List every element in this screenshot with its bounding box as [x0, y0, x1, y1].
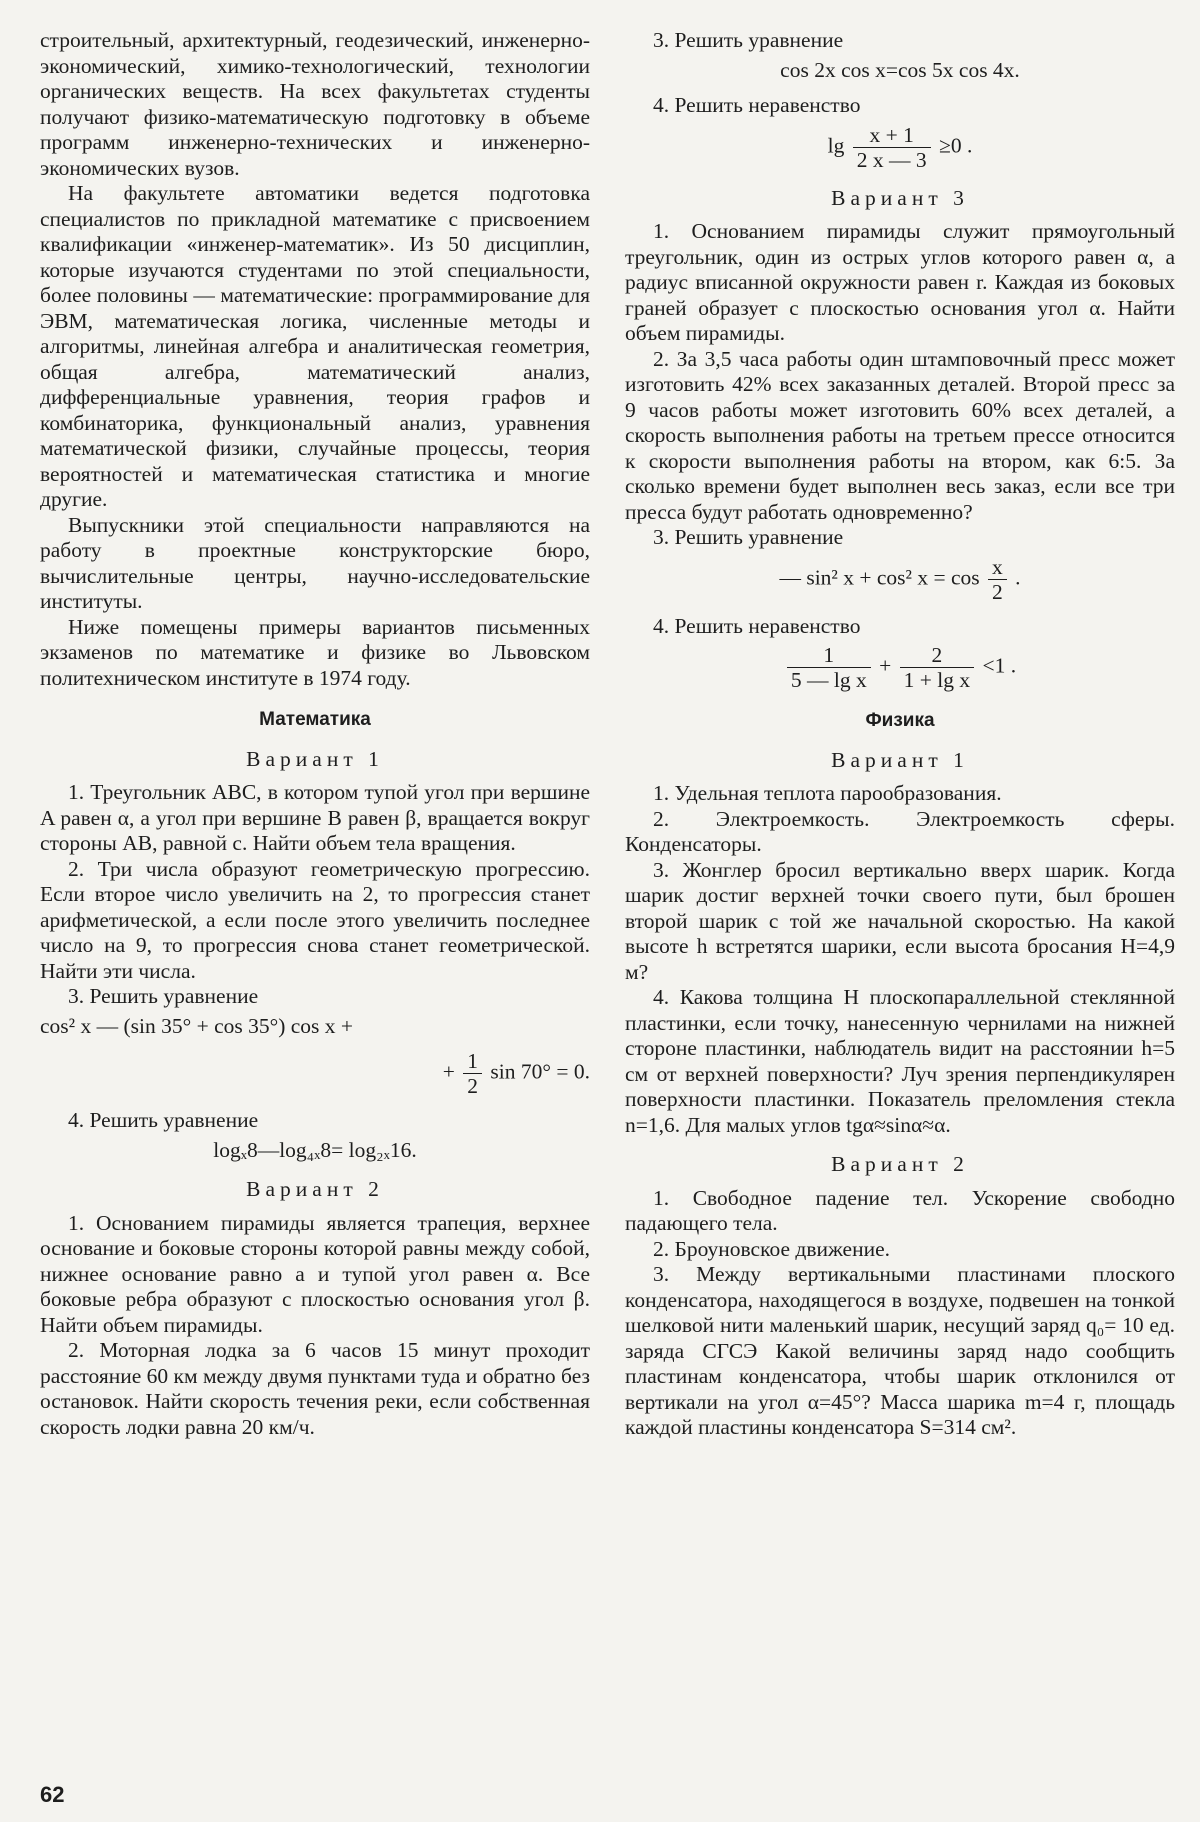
fraction — [900, 643, 974, 692]
fraction-numerator: x + 1 — [853, 123, 931, 148]
math-variant-1-heading: Вариант 1 — [246, 746, 384, 771]
inequality — [625, 643, 1175, 692]
eq-plus: + — [442, 1059, 455, 1084]
equation: cos² x — (sin 35° + cos 35°) cos x + — [40, 1013, 354, 1038]
problem: 1. Свободное падение тел. Ускорение свободно падающего тела. — [625, 1185, 1175, 1235]
equation: logₓ8—log₄ₓ8= log₂ₓ16. — [213, 1137, 417, 1162]
fraction-numerator: x — [988, 555, 1007, 580]
problem: 1. Основанием пирамиды служит прямоугольный треугольник, один из острых углов которого равен α, а радиус вписанной окружности равен r. Каждая из боковых граней образует с плоскостью основания угол α. Найти объем пирамиды. — [625, 219, 1175, 345]
intro-paragraph: строительный, архитектурный, геодезический, инженерно-экономический, химико-технологический, технологии органических веществ. На всех факультетах студенты получают физико-математическую подготовку в объеме программ инженерно-технических и инженерно-экономических вузов. — [40, 28, 590, 180]
problem: 1. Основанием пирамиды является трапеция, верхнее основание и боковые стороны которой равны между собой, нижнее основание равно a и тупой угол равен α. Все боковые ребра образуют с плоскостью основания угол β. Найти объем пирамиды. — [40, 1210, 590, 1337]
eq-tail: sin 70° = 0. — [490, 1059, 590, 1084]
fraction — [853, 123, 931, 172]
math-variant-2-heading: Вариант 2 — [246, 1177, 384, 1201]
problem: 2. Моторная лодка за 6 часов 15 минут проходит расстояние 60 км между двумя пунктами туда и обратно без остановок. Найти скорость течения реки, если собственная скорость лодки равна 20 км/ч. — [40, 1338, 590, 1439]
lg-symbol: lg — [827, 132, 845, 157]
math-heading: Математика — [259, 709, 371, 730]
physics-variant-2-heading: Вариант 2 — [831, 1152, 969, 1176]
fraction-numerator: 1 — [787, 643, 871, 668]
problem: 2. Три числа образуют геометрическую прогрессию. Если второе число увеличить на 2, то прогрессия станет арифметической, а если после этого увеличить последнее число на 9, то прогрессия снова станет геометрической. Найти эти числа. — [40, 856, 590, 983]
page-number: 62 — [40, 1782, 65, 1807]
inequality-rhs: <1 . — [982, 653, 1017, 678]
right-column — [625, 28, 1175, 1441]
equation: cos 2x cos x=cos 5x cos 4x. — [780, 57, 1020, 82]
fraction-numerator: 2 — [900, 643, 974, 668]
fraction-denominator: 1 + lg x — [903, 668, 971, 692]
fraction — [988, 555, 1007, 604]
eq-left: — sin² x + cos² x = cos — [779, 564, 980, 589]
left-column — [40, 28, 590, 1440]
problem: 4. Решить уравнение — [68, 1108, 259, 1132]
fraction — [463, 1049, 482, 1098]
fraction-denominator: 2 — [467, 1074, 479, 1098]
problem: 3. Между вертикальными пластинами плоского конденсатора, находящегося в воздухе, подвешен на тонкой шелковой нити маленький шарик, несущий заряд q₀= 10 ед. заряда СГСЭ Какой величины заряд надо сообщить пластинам конденсатора, чтобы шарик отклонился от вертикали на угол α=45°? Масса шарика m=4 г, площадь каждой пластины конденсатора S=314 см². — [625, 1262, 1175, 1439]
physics-variant-1-heading: Вариант 1 — [831, 747, 969, 772]
fraction-denominator: 2 x — 3 — [856, 147, 927, 172]
physics-heading: Физика — [865, 710, 935, 731]
intro-paragraph: Выпускники этой специальности направляются на работу в проектные конструкторские бюро, вычислительные центры, научно-исследовательские институты. — [40, 512, 590, 613]
problem: 3. Жонглер бросил вертикально вверх шарик. Когда шарик достиг верхней точки своего пути, был брошен второй шарик с той же начальной скоростью. На какой высоте h встретятся шарики, если высота бросания H=4,9 м? — [625, 857, 1175, 984]
equation — [625, 555, 1175, 604]
problem: 4. Решить неравенство — [653, 613, 861, 638]
fraction-denominator: 5 — lg x — [790, 668, 867, 692]
problem: 2. Броуновское движение. — [653, 1236, 891, 1261]
inequality-rhs: ≥0 . — [939, 132, 973, 157]
intro-paragraph: На факультете автоматики ведется подготовка специалистов по прикладной математике с присвоением квалификации «инженер-математик». Из 50 дисциплин, которые изучаются студентами по этой специальности, более половины — математические: программирование для ЭВМ, математическая логика, численные методы и алгоритмы, линейная алгебра и аналитическая геометрия, общая алгебра, математический анализ, дифференциальные уравнения, теория графов и комбинаторика, функциональный анализ, уравнения математической физики, случайные процессы, теория вероятностей и математическая статистика и многие другие. — [40, 181, 590, 511]
problem: 3. Решить уравнение — [68, 984, 259, 1008]
problem: 2. Электроемкость. Электроемкость сферы. Конденсаторы. — [625, 806, 1175, 856]
problem: 1. Треугольник ABC, в котором тупой угол при вершине A равен α, а угол при вершине B равен β, вращается вокруг стороны AB, равной c. Найти объем тела вращения. — [40, 780, 590, 855]
fraction-denominator: 2 — [992, 579, 1003, 604]
math-variant-3-heading: Вариант 3 — [831, 185, 969, 210]
inequality — [625, 123, 1175, 172]
fraction-numerator: 1 — [463, 1049, 482, 1074]
problem: 4. Какова толщина H плоскопараллельной стеклянной пластинки, если точку, нанесенную чернилами на нижней стороне пластинки, наблюдатель видит на расстоянии h=5 см от верхней поверхности? Луч зрения перпендикулярен поверхности пластинки. Показатель преломления стекла n=1,6. Для малых углов tgα≈sinα≈α. — [625, 985, 1175, 1137]
eq-tail: . — [1015, 564, 1021, 589]
problem: 2. За 3,5 часа работы один штамповочный пресс может изготовить 42% всех заказанных деталей. Второй пресс за 9 часов работы может изготовить 60% всех деталей, а скорость выполнения работы на третьем прессе относится к скорости выполнения работы на втором, как 6:5. За сколько времени будет выполнен весь заказ, если все три пресса будут работать одновременно? — [625, 346, 1175, 524]
equation — [40, 1049, 590, 1098]
plus-sign: + — [879, 653, 892, 678]
problem: 1. Удельная теплота парообразования. — [653, 781, 1002, 805]
intro-paragraph: Ниже помещены примеры вариантов письменных экзаменов по математике и физике во Львовском политехническом институте в 1974 году. — [40, 614, 590, 690]
fraction — [787, 643, 871, 692]
problem: 4. Решить неравенство — [653, 93, 861, 117]
problem: 3. Решить уравнение — [653, 28, 844, 52]
problem: 3. Решить уравнение — [653, 525, 844, 549]
